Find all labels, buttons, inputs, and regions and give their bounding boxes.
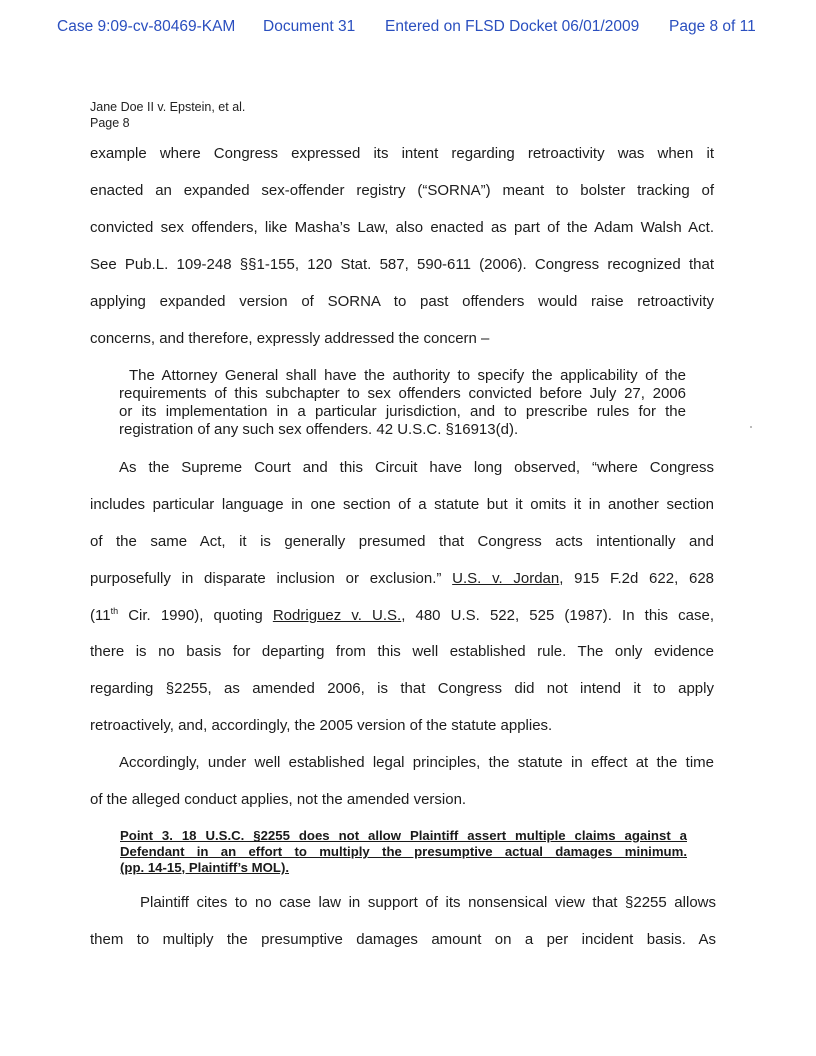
- para1-line: convicted sex offenders, like Masha’s Law, also enacted as part of the Adam Walsh Act.: [90, 219, 714, 236]
- scan-speck: [750, 426, 752, 428]
- document-number: Document 31: [263, 18, 356, 35]
- para3-line: of the alleged conduct applies, not the amended version.: [90, 791, 467, 808]
- section-heading-line: Defendant in an effort to multiply the presumptive actual damages minimum.: [120, 844, 687, 859]
- ordinal-suffix: th: [110, 606, 119, 616]
- para2-line: [90, 607, 714, 625]
- para2-line: of the same Act, it is generally presumed that Congress acts intentionally and: [90, 533, 714, 550]
- para4-line: them to multiply the presumptive damages amount on a per incident basis. As: [90, 931, 716, 948]
- para2-text: Cir. 1990), quoting: [118, 607, 273, 624]
- docket-entry: Entered on FLSD Docket 06/01/2009: [385, 18, 640, 35]
- page-caption: [90, 99, 245, 131]
- quote-line: The Attorney General shall have the authority to specify the applicability of the: [129, 367, 686, 384]
- para2-line: retroactively, and, accordingly, the 2005 version of the statute applies.: [90, 717, 553, 734]
- para2-line: includes particular language in one section of a statute but it omits it in another section: [90, 496, 714, 513]
- para1-line: concerns, and therefore, expressly addressed the concern –: [90, 330, 490, 347]
- para4-line: Plaintiff cites to no case law in support of its nonsensical view that §2255 allows: [140, 894, 716, 911]
- para2-text: purposefully in disparate inclusion or exclusion.”: [90, 570, 453, 587]
- para3-line: Accordingly, under well established legal principles, the statute in effect at the time: [119, 754, 714, 771]
- caption-page: Page 8: [90, 116, 130, 130]
- para2-text: , 915 F.2d 622, 628: [559, 570, 715, 587]
- para2-line: regarding §2255, as amended 2006, is that Congress did not intend it to apply: [90, 680, 714, 697]
- para1-line: See Pub.L. 109-248 §§1-155, 120 Stat. 587, 590-611 (2006). Congress recognized that: [90, 256, 714, 273]
- ecf-header: [0, 18, 816, 38]
- case-title: Jane Doe II v. Epstein, et al.: [90, 100, 246, 114]
- para2-text: , 480 U.S. 522, 525 (1987). In this case,: [401, 607, 715, 624]
- case-citation-rodriguez: Rodriguez v. U.S.: [272, 607, 402, 624]
- quote-line: requirements of this subchapter to sex offenders convicted before July 27, 2006: [119, 385, 686, 402]
- para2-line: there is no basis for departing from this well established rule. The only evidence: [90, 643, 714, 660]
- page-count: Page 8 of 11: [669, 18, 756, 35]
- section-heading-line: (pp. 14-15, Plaintiff’s MOL).: [120, 860, 290, 875]
- case-citation-jordan: U.S. v. Jordan: [452, 570, 560, 587]
- quote-line: registration of any such sex offenders. 42 U.S.C. §16913(d).: [119, 421, 519, 438]
- para2-text: (11: [90, 607, 111, 624]
- para2-line: [90, 570, 714, 588]
- para1-line: applying expanded version of SORNA to past offenders would raise retroactivity: [90, 293, 714, 310]
- quote-line: or its implementation in a particular jurisdiction, and to prescribe rules for the: [119, 403, 686, 420]
- para1-line: enacted an expanded sex-offender registry (“SORNA”) meant to bolster tracking of: [90, 182, 714, 199]
- para2-line: As the Supreme Court and this Circuit have long observed, “where Congress: [119, 459, 714, 476]
- section-heading-line: Point 3. 18 U.S.C. §2255 does not allow Plaintiff assert multiple claims against a: [120, 828, 687, 843]
- para1-line: example where Congress expressed its intent regarding retroactivity was when it: [90, 145, 714, 162]
- case-number: Case 9:09-cv-80469-KAM: [57, 18, 236, 35]
